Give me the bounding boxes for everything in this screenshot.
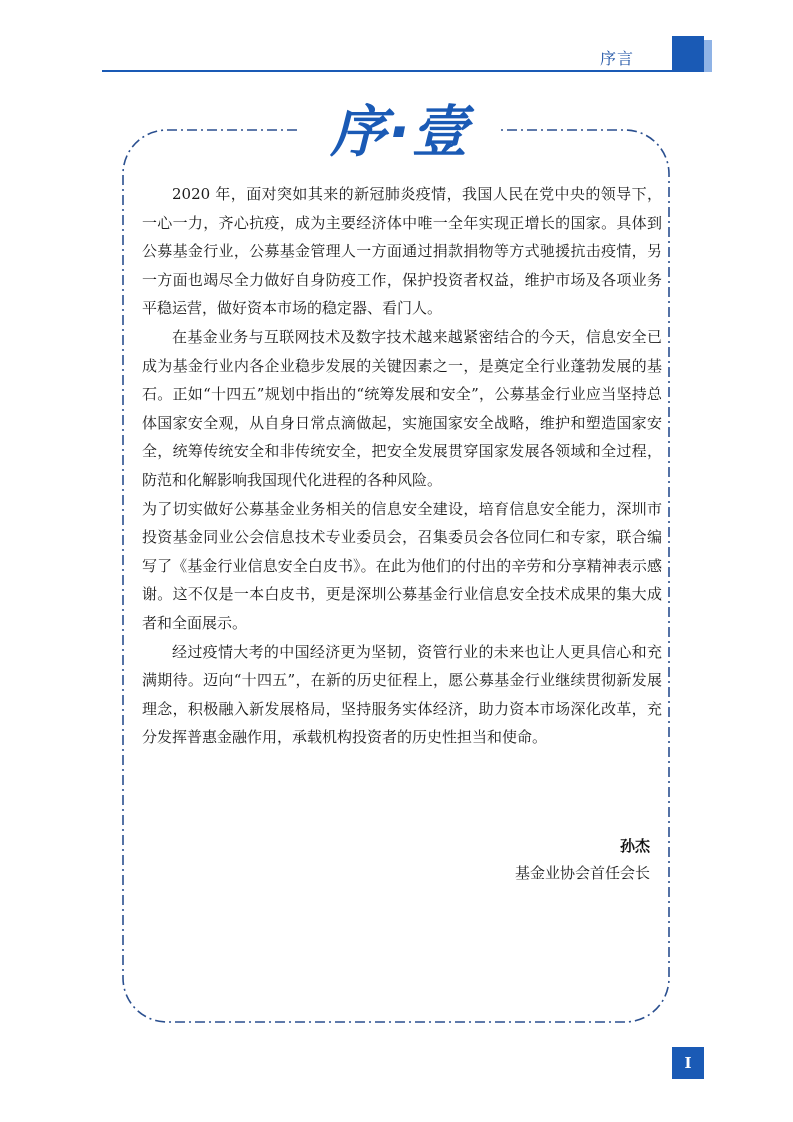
paragraph: 经过疫情大考的中国经济更为坚韧，资管行业的未来也让人更具信心和充满期待。迈向“十四五”，在新的历史征程上，愿公募基金行业继续贯彻新发展理念，积极融入新发展格局，坚持服务实体经济，助力资本市场深化改革，充分发挥普惠金融作用，承载机构投资者的历史性担当和使命。 [142, 642, 662, 747]
signature-title: 基金业协会首任会长 [514, 864, 650, 882]
page-title: 序·壹 [300, 96, 500, 170]
paragraph: 在基金业务与互联网技术及数字技术越来越紧密结合的今天，信息安全已成为基金行业内各企业稳步发展的关键因素之一，是奠定全行业蓬勃发展的基石。正如“十四五”规划中指出的“统筹发展和安全”，公募基金行业应当坚持总体国家安全观，从自身日常点滴做起，实施国家安全战略，维护和塑造国家安全，统筹传统安全和非传统安全，把安全发展贯穿国家发展各领域和全过程，防范和化解影响我国现代化进程的各种风险。 [142, 327, 662, 489]
signature-name: 孙杰 [619, 837, 650, 855]
section-label: 序言 [600, 49, 635, 68]
preface-body [142, 180, 662, 752]
page-number: I [672, 1047, 704, 1079]
paragraph: 2020 年，面对突如其来的新冠肺炎疫情，我国人民在党中央的领导下，一心一力，齐心抗疫，成为主要经济体中唯一全年实现正增长的国家。具体到公募基金行业，公募基金管理人一方面通过捐款捐物等方式驰援抗击疫情，另一方面也竭尽全力做好自身防疫工作，保护投资者权益，维护市场及各项业务平稳运营，做好资本市场的稳定器、看门人。 [142, 185, 662, 318]
paragraph: 为了切实做好公募基金业务相关的信息安全建设，培育信息安全能力，深圳市投资基金同业公会信息技术专业委员会，召集委员会各位同仁和专家，联合编写了《基金行业信息安全白皮书》。在此为他们的付出的辛劳和分享精神表示感谢。这不仅是一本白皮书，更是深圳公募基金行业信息安全技术成果的集大成者和全面展示。 [142, 499, 662, 632]
